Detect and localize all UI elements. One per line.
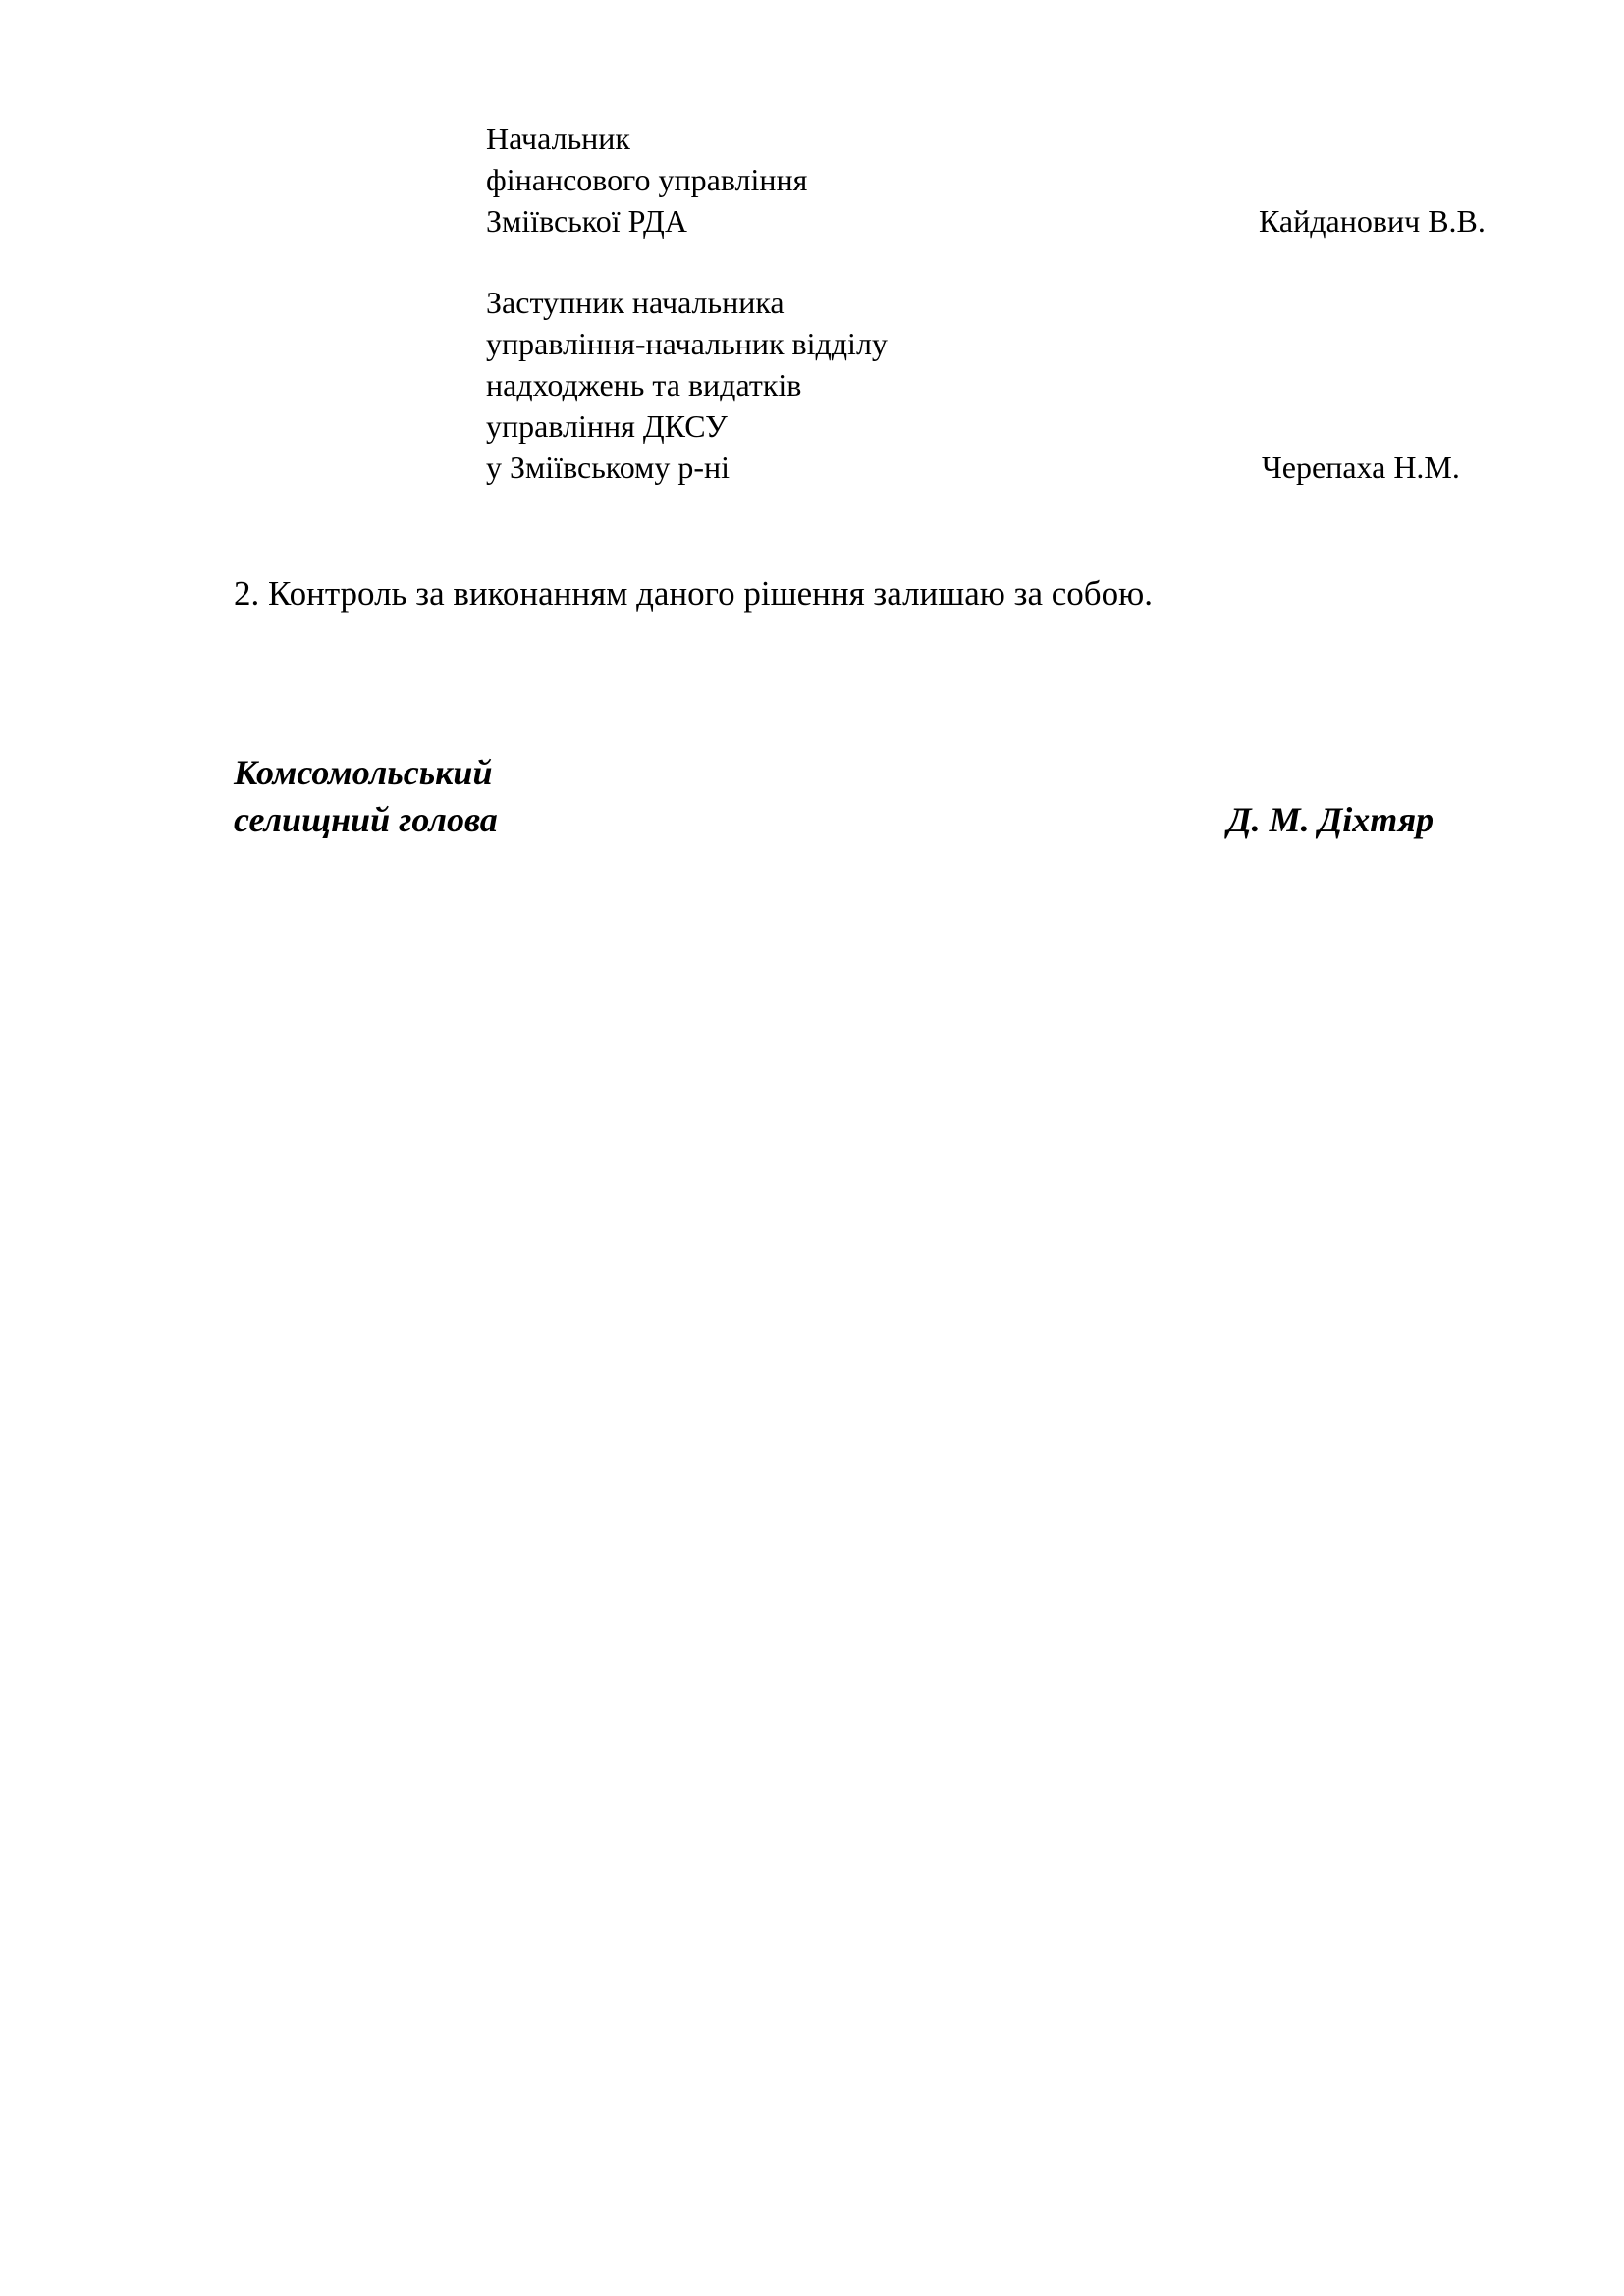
signatory-position-line: надходжень та видатків bbox=[486, 367, 802, 402]
head-signature-block bbox=[234, 749, 1510, 843]
signatory-block-finance bbox=[486, 118, 1527, 241]
signatory-position-line: управління-начальник відділу bbox=[486, 326, 888, 361]
signatory-position-line: Начальник bbox=[486, 121, 630, 156]
signatory-name: Черепаха Н.М. bbox=[1262, 450, 1460, 485]
signatory-position-line: Заступник начальника bbox=[486, 285, 785, 320]
signatory-name: Кайданович В.В. bbox=[1259, 203, 1486, 239]
signatory-position-line: управління ДКСУ bbox=[486, 408, 728, 444]
signatory-position-line: у Зміївському р-ні bbox=[486, 450, 731, 485]
signatory-position-line: фінансового управління bbox=[486, 162, 808, 197]
signatory-position-line: Зміївської РДА bbox=[486, 203, 687, 239]
head-name: Д. М. Діхтяр bbox=[1227, 800, 1435, 839]
signatory-block-treasury bbox=[486, 282, 1527, 488]
head-position-line: Комсомольський bbox=[234, 753, 493, 792]
head-position-line: селищний голова bbox=[234, 800, 498, 839]
clause-2-text: 2. Контроль за виконанням даного рішення залишаю за собою. bbox=[234, 574, 1154, 613]
